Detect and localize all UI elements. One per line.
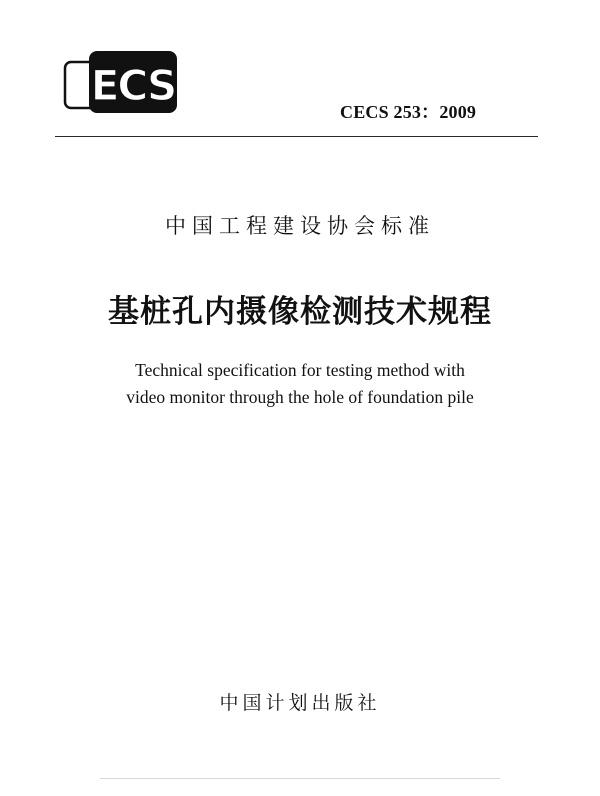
- title-en-line-1: Technical specification for testing method with: [135, 360, 465, 380]
- page-bottom-edge: [100, 778, 500, 779]
- standard-category: 中国工程建设协会标准: [165, 214, 435, 238]
- title-en-line-2: video monitor through the hole of foundation pile: [126, 387, 474, 407]
- standard-code: CECS 253：2009: [340, 102, 477, 122]
- svg-text:ECS: ECS: [90, 61, 176, 110]
- document-title-chinese: 基桩孔内摄像检测技术规程: [108, 294, 492, 330]
- ecs-logo: [63, 48, 199, 118]
- document-title-english: [0, 357, 600, 411]
- publisher-name: 中国计划出版社: [219, 692, 381, 714]
- ecs-logo-icon: [63, 48, 199, 118]
- header-divider: [55, 136, 538, 137]
